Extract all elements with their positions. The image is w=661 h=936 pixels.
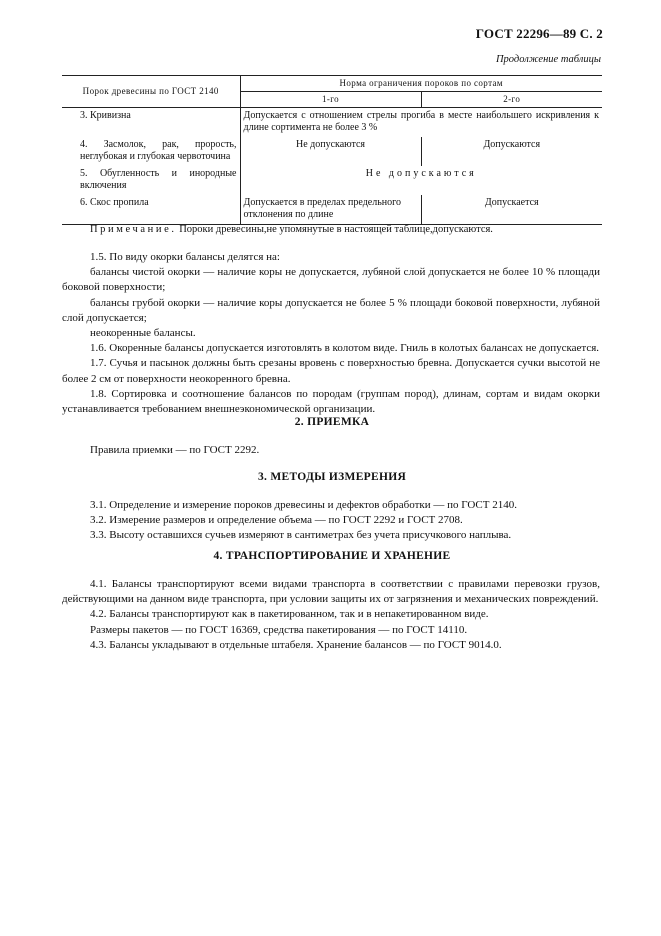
defect-name: 5. Обугленность и инородные включения (62, 166, 240, 195)
col-header-norm: Норма ограничения пороков по сортам (240, 76, 602, 92)
table-continued-label: Продолжение таблицы (495, 54, 601, 65)
note-text: Пороки древесины,не упомянутые в настоящей таблице,допускаются. (176, 224, 493, 235)
norm-grade1: Не допускаются (240, 137, 421, 166)
norm-grade2: Допускаются (483, 139, 541, 150)
section-3-body (90, 498, 600, 544)
paragraph: Размеры пакетов — по ГОСТ 16369, средства пакетирования — по ГОСТ 14110. (90, 623, 468, 636)
paragraph: 3.3. Высоту оставшихся сучьев измеряют в сантиметрах без учета присучкового наплыва. (90, 529, 512, 542)
defects-table (62, 75, 602, 225)
table-row (62, 166, 602, 195)
paragraph: 4.1. Балансы транспортируют всеми видами транспорта в соответствии с правилами перевозки грузов, действующими на данном виде транспорта, при условии защиты их от загрязнения и механических повреждений. (62, 578, 600, 606)
paragraph: 1.6. Окоренные балансы допускается изготовлять в колотом виде. Гниль в колотых балансах не допускается. (90, 342, 600, 355)
section-title: 2. ПРИЕМКА (294, 416, 370, 428)
paragraph: Правила приемки — по ГОСТ 2292. (90, 444, 260, 456)
defect-name: 6. Скос пропила (62, 195, 240, 225)
defect-name: 3. Кривизна (62, 108, 240, 138)
norm-grade2: Допускается (421, 195, 602, 225)
paragraph: 1.8. Сортировка и соотношение балансов по породам (группам пород), длинам, сортам и видам окорки устанавливается требованием внешнеэкономической организации. (62, 387, 600, 416)
paragraph: балансы грубой окорки — наличие коры допускается не более 5 % площади боковой поверхности, лубяной слой допускается; (62, 296, 600, 324)
paragraph: 4.3. Балансы укладывают в отдельные штабеля. Хранение балансов — по ГОСТ 9014.0. (90, 638, 502, 651)
section-title: 3. МЕТОДЫ ИЗМЕРЕНИЯ (257, 471, 407, 483)
norm-merged: Допускается с отношением стрелы прогиба в месте наибольшего искривления к длине сортимента не более 3 % (243, 110, 600, 133)
defect-name: 4. Засмолок, рак, прорость, неглубокая и глубокая червоточина (62, 137, 240, 166)
paragraph: неокоренные балансы. (90, 327, 196, 340)
paragraph: 3.1. Определение и измерение пороков древесины и дефектов обработки — по ГОСТ 2140. (90, 499, 517, 511)
paragraph: 1.7. Сучья и пасынок должны быть срезаны вровень с поверхностью бревна. Допускается сучки высотой не более 2 см от поверхности неокоренного бревна. (62, 357, 600, 385)
section-1-body (62, 250, 600, 417)
paragraph: 3.2. Измерение размеров и определение объема — по ГОСТ 2292 и ГОСТ 2708. (90, 514, 463, 527)
section-title: 4. ТРАНСПОРТИРОВАНИЕ И ХРАНЕНИЕ (213, 550, 451, 562)
table-row (62, 195, 602, 225)
norm-merged: Не допускаются (365, 168, 477, 179)
section-2-body (90, 443, 600, 458)
document-code: ГОСТ 22296—89 С. 2 (475, 26, 603, 41)
table-row (62, 137, 602, 166)
table-note (90, 224, 493, 235)
paragraph: балансы чистой окорки — наличие коры не допускается, лубяной слой допускается не более 10 % площади боковой поверхности; (62, 266, 600, 294)
paragraph: 1.5. По виду окорки балансы делятся на: (90, 251, 280, 263)
paragraph: 4.2. Балансы транспортируют как в пакетированном, так и в непакетированном виде. (90, 608, 489, 621)
col-header-grade2: 2-го (421, 92, 602, 108)
section-4-body (62, 577, 600, 653)
note-label: Примечание. (90, 224, 177, 235)
col-header-defect: Порок древесины по ГОСТ 2140 (62, 76, 240, 108)
norm-grade1: Допускается в пределах предельного отклонения по длине (240, 195, 421, 225)
col-header-grade1: 1-го (240, 92, 421, 108)
table-row (62, 108, 602, 138)
